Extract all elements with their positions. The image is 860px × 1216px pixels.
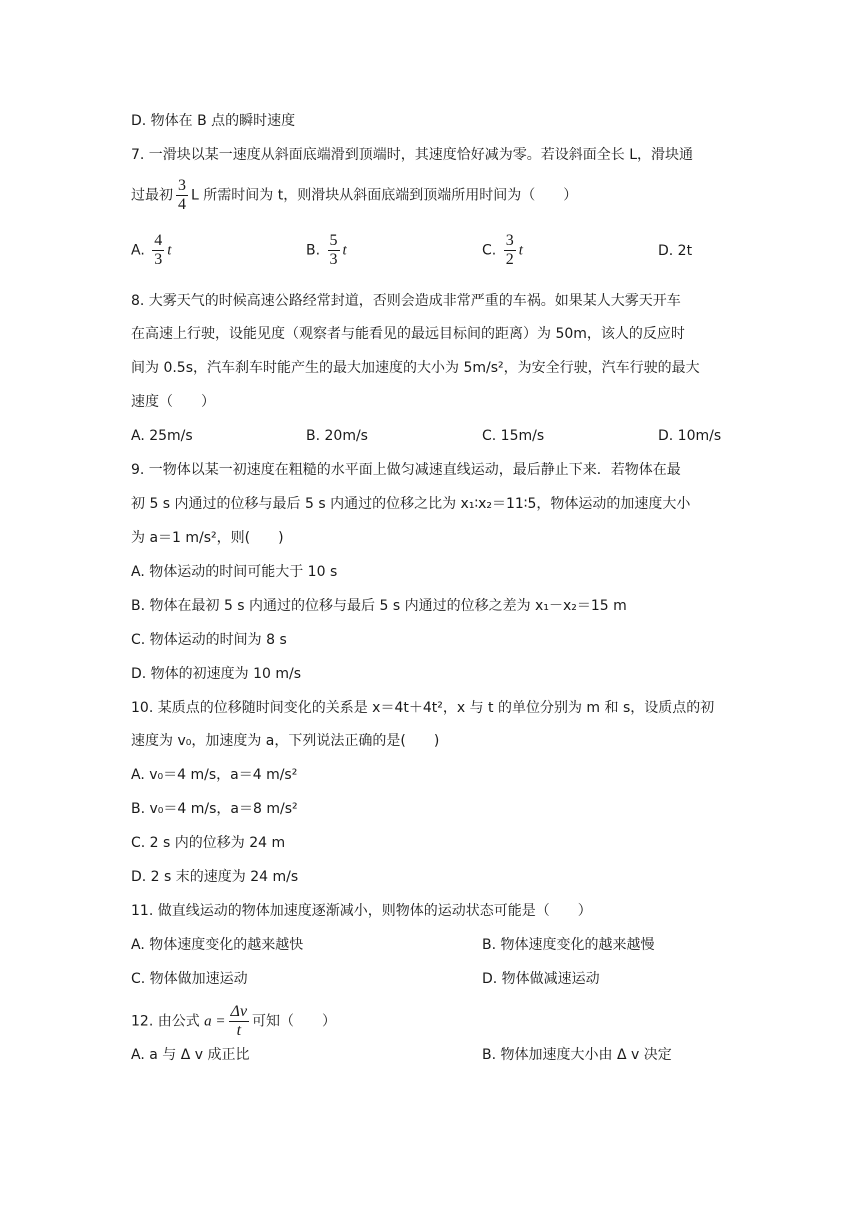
q7-line2-pre: 过最初 (131, 187, 173, 204)
q9-option-a: A. 物体运动的时间可能大于 10 s (131, 564, 338, 580)
q12-stem (131, 1003, 336, 1040)
q8-option-d: D. 10m/s (658, 428, 722, 444)
q10-option-a: A. v₀＝4 m/s，a＝4 m/s² (131, 767, 298, 783)
q8-option-b: B. 20m/s (306, 428, 368, 444)
q9-option-c: C. 物体运动的时间为 8 s (131, 632, 287, 648)
q7-option-c-num: 3 (505, 232, 514, 249)
q12-formula-lhs: a = (204, 1013, 226, 1030)
q7-option-b-fraction (328, 232, 340, 269)
q6-option-d: D. 物体在 B 点的瞬时速度 (131, 113, 296, 129)
q7-option-b-num: 5 (329, 232, 338, 249)
q10-stem-line2: 速度为 v₀，加速度为 a，下列说法正确的是( ) (131, 733, 440, 749)
q7-option-b-var: t (342, 242, 347, 259)
q12-formula-fraction (229, 1003, 250, 1040)
q7-option-c-label: C. (482, 242, 497, 259)
q7-option-a-den: 3 (154, 251, 163, 268)
q9-stem-line2: 初 5 s 内通过的位移与最后 5 s 内通过的位移之比为 x₁∶x₂＝11∶5，物体运动的加速度大小 (131, 496, 691, 512)
q7-option-a-num: 4 (154, 232, 163, 249)
q7-line2-post: L 所需时间为 t，则滑块从斜面底端到顶端所用时间为（ ） (191, 187, 578, 204)
q9-stem-line1: 9. 一物体以某一初速度在粗糙的水平面上做匀减速直线运动，最后静止下来．若物体在最 (131, 462, 681, 478)
q10-option-c: C. 2 s 内的位移为 24 m (131, 835, 286, 851)
q10-option-d: D. 2 s 末的速度为 24 m/s (131, 869, 299, 885)
q12-stem-post: 可知（ ） (252, 1013, 337, 1030)
q12-frac-num (229, 1003, 250, 1021)
q7-stem-line2 (131, 177, 577, 214)
q8-option-a: A. 25m/s (131, 428, 193, 444)
q12-frac-den-text: t (236, 1022, 242, 1039)
q8-stem-line2: 在高速上行驶，设能见度（观察者与能看见的最远目标间的距离）为 50m，该人的反应时 (131, 326, 685, 342)
q7-option-b-label: B. (306, 242, 321, 259)
q7-option-c-var: t (518, 242, 523, 259)
q9-option-d: D. 物体的初速度为 10 m/s (131, 666, 302, 682)
q7-option-d: D. 2t (658, 243, 693, 259)
q11-option-a: A. 物体速度变化的越来越快 (131, 937, 304, 953)
q7-fraction-three-quarters (176, 177, 188, 214)
q12-option-b: B. 物体加速度大小由 Δ v 决定 (482, 1047, 672, 1063)
q7-option-c-den: 2 (505, 251, 514, 268)
q11-option-d: D. 物体做减速运动 (482, 971, 600, 987)
q7-stem-line1: 7. 一滑块以某一速度从斜面底端滑到顶端时，其速度恰好减为零。若设斜面全长 L，滑块通 (131, 147, 694, 163)
q12-frac-num-text: Δv (230, 1003, 248, 1020)
q10-option-b: B. v₀＝4 m/s，a＝8 m/s² (131, 801, 298, 817)
q7-option-a-fraction (152, 232, 164, 269)
q10-stem-line1: 10. 某质点的位移随时间变化的关系是 x＝4t＋4t²，x 与 t 的单位分别为 m 和 s，设质点的初 (131, 700, 715, 716)
q9-stem-line3: 为 a＝1 m/s²，则( ) (131, 530, 284, 546)
q7-option-a (131, 232, 171, 269)
q7-option-a-var: t (167, 242, 172, 259)
q8-option-c: C. 15m/s (482, 428, 545, 444)
q7-frac-num: 3 (178, 177, 186, 194)
q12-frac-den (229, 1021, 250, 1040)
q12-option-a: A. a 与 Δ v 成正比 (131, 1047, 250, 1063)
q8-stem-line4: 速度（ ） (131, 394, 215, 410)
q11-option-c: C. 物体做加速运动 (131, 971, 248, 987)
q11-option-b: B. 物体速度变化的越来越慢 (482, 937, 655, 953)
q7-option-c-fraction (504, 232, 516, 269)
q8-stem-line1: 8. 大雾天气的时候高速公路经常封道，否则会造成非常严重的车祸。如果某人大雾天开车 (131, 293, 681, 309)
q8-stem-line3: 间为 0.5s，汽车刹车时能产生的最大加速度的大小为 5m/s²，为安全行驶，汽车行驶的最大 (131, 360, 700, 376)
q11-stem: 11. 做直线运动的物体加速度逐渐减小，则物体的运动状态可能是（ ） (131, 903, 592, 919)
q7-option-b (306, 232, 347, 269)
q7-option-a-label: A. (131, 242, 145, 259)
q9-option-b: B. 物体在最初 5 s 内通过的位移与最后 5 s 内通过的位移之差为 x₁－x₂＝15 m (131, 598, 627, 614)
q7-option-c (482, 232, 523, 269)
q12-stem-pre: 12. 由公式 (131, 1013, 200, 1030)
q7-frac-den: 4 (178, 196, 186, 213)
q7-option-b-den: 3 (329, 251, 338, 268)
